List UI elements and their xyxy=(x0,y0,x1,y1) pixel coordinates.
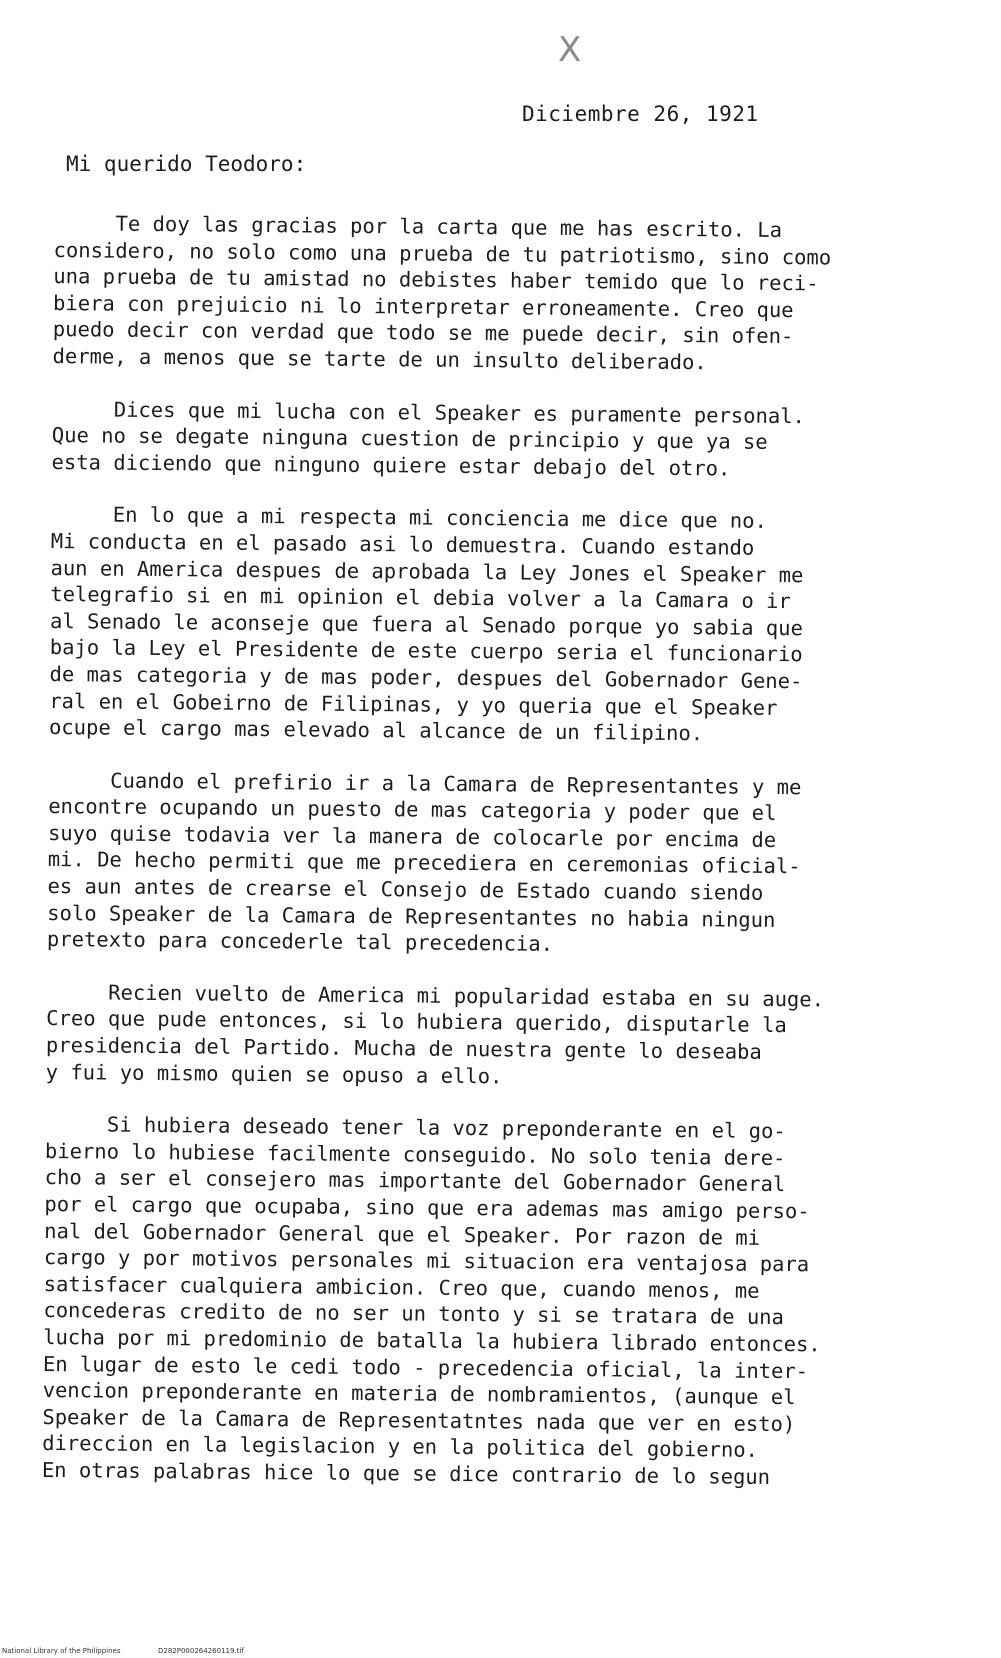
text-line: encontre ocupando un puesto de mas categoria y poder que el xyxy=(48,794,777,826)
text-line: Cuando el prefirio ir a la Camara de Representantes y me xyxy=(48,767,802,799)
text-line: Que no se degate ninguna cuestion de principio y que ya se xyxy=(51,423,768,455)
text-line: satisfacer cualquiera ambicion. Creo que, cuando menos, me xyxy=(43,1271,760,1303)
text-line: En lo que a mi respecta mi conciencia me dice que no. xyxy=(50,502,768,534)
text-line: ral en el Gobeirno de Filipinas, y yo queria que el Speaker xyxy=(49,688,778,720)
text-line: pretexto para concederle tal precedencia. xyxy=(46,927,554,957)
text-line: ocupe el cargo mas elevado al alcance de un filipino. xyxy=(48,715,704,746)
text-line: Creo que pude entonces, si lo hubiera querido, disputarle la xyxy=(46,1006,787,1038)
text-line: aun en America despues de aprobada la Ley Jones el Speaker me xyxy=(50,555,804,587)
text-line: es aun antes de crearse el Consejo de Estado cuando siendo xyxy=(47,874,764,905)
letter-paragraph xyxy=(51,396,922,484)
text-line: nal del Gobernador General que el Speaker. Por razon de mi xyxy=(44,1218,761,1250)
text-line: concederas credito de no ser un tonto y si se tratara de una xyxy=(43,1298,785,1330)
text-line: bajo la Ley el Presidente de este cuerpo seria el funcionario xyxy=(49,635,803,667)
letter-body xyxy=(42,210,924,1518)
text-line: cargo y por motivos personales mi situacion era ventajosa para xyxy=(43,1245,810,1277)
text-line: presidencia del Partido. Mucha de nuestra gente lo deseaba xyxy=(45,1032,762,1064)
footer-library: National Library of the Philippines xyxy=(2,1647,121,1655)
text-line: Te doy las gracias por la carta que me has escrito. La xyxy=(53,210,783,242)
text-line: bierno lo hubiese facilmente conseguido. No solo tenia dere- xyxy=(44,1138,786,1170)
text-line: suyo quise todavia ver la manera de colocarle por encima de xyxy=(47,820,777,852)
text-line: vencion preponderante en materia de nombramientos, (aunque el xyxy=(42,1378,796,1410)
text-line: telegrafio si en mi opinion el debia volver a la Camara o ir xyxy=(50,582,791,614)
footer-file-id: D282P000264260119.tif xyxy=(158,1647,244,1655)
text-line: Dices que mi lucha con el Speaker es puramente personal. xyxy=(51,396,806,428)
text-line: lucha por mi predominio de batalla la hubiera librado entonces. xyxy=(43,1324,821,1357)
text-line: direccion en la legislacion y en la politica del gobierno. xyxy=(42,1431,759,1463)
letter-paragraph xyxy=(52,210,923,378)
text-line: al Senado le aconseje que fuera al Senado porque yo sabia que xyxy=(49,608,804,640)
text-line: derme, a menos que se tarte de un insulto deliberado. xyxy=(52,343,707,375)
text-line: solo Speaker de la Camara de Representantes no habia ningun xyxy=(47,900,776,932)
text-line: cho a ser el consejero mas importante del Gobernador General xyxy=(44,1165,786,1197)
text-line: Si hubiera deseado tener la voz preponderante en el go- xyxy=(45,1112,786,1144)
text-line: mi. De hecho permiti que me precediera en ceremonias oficial- xyxy=(47,847,801,879)
text-line: considero, no solo como una prueba de tu patriotismo, sino como xyxy=(53,237,832,270)
text-line: En otras palabras hice lo que se dice contrario de lo segun xyxy=(41,1457,771,1489)
letter-paragraph xyxy=(49,501,921,749)
text-line: Speaker de la Camara de Representatntes nada que ver en esto) xyxy=(42,1404,796,1436)
letter-paragraph xyxy=(47,767,919,961)
text-line: En lugar de esto le cedi todo - precedencia oficial, la inter- xyxy=(42,1351,809,1383)
text-line: esta diciendo que ninguno quiere estar debajo del otro. xyxy=(51,449,731,481)
text-line: una prueba de tu amistad no debistes haber temido que lo reci- xyxy=(53,264,819,296)
text-line: biera con prejuicio ni lo interpretar erroneamente. Creo que xyxy=(52,290,794,322)
text-line: y fui yo mismo quien se opuso a ello. xyxy=(45,1059,503,1088)
text-line: Recien vuelto de America mi popularidad estaba en su auge. xyxy=(46,979,825,1012)
letter-salutation: Mi querido Teodoro: xyxy=(66,152,307,176)
letter-paragraph xyxy=(42,1111,916,1492)
text-line: puedo decir con verdad que todo se me puede decir, sin ofen- xyxy=(52,317,794,349)
letter-date: Diciembre 26, 1921 xyxy=(522,102,759,126)
text-line: de mas categoria y de mas poder, despues del Gobernador Gene- xyxy=(49,661,803,694)
text-line: por el cargo que ocupaba, sino que era ademas mas amigo perso- xyxy=(44,1191,810,1224)
text-line: Mi conducta en el pasado asi lo demuestra. Cuando estando xyxy=(50,528,755,560)
letter-paragraph xyxy=(46,979,917,1094)
handwritten-mark: X xyxy=(558,30,582,70)
